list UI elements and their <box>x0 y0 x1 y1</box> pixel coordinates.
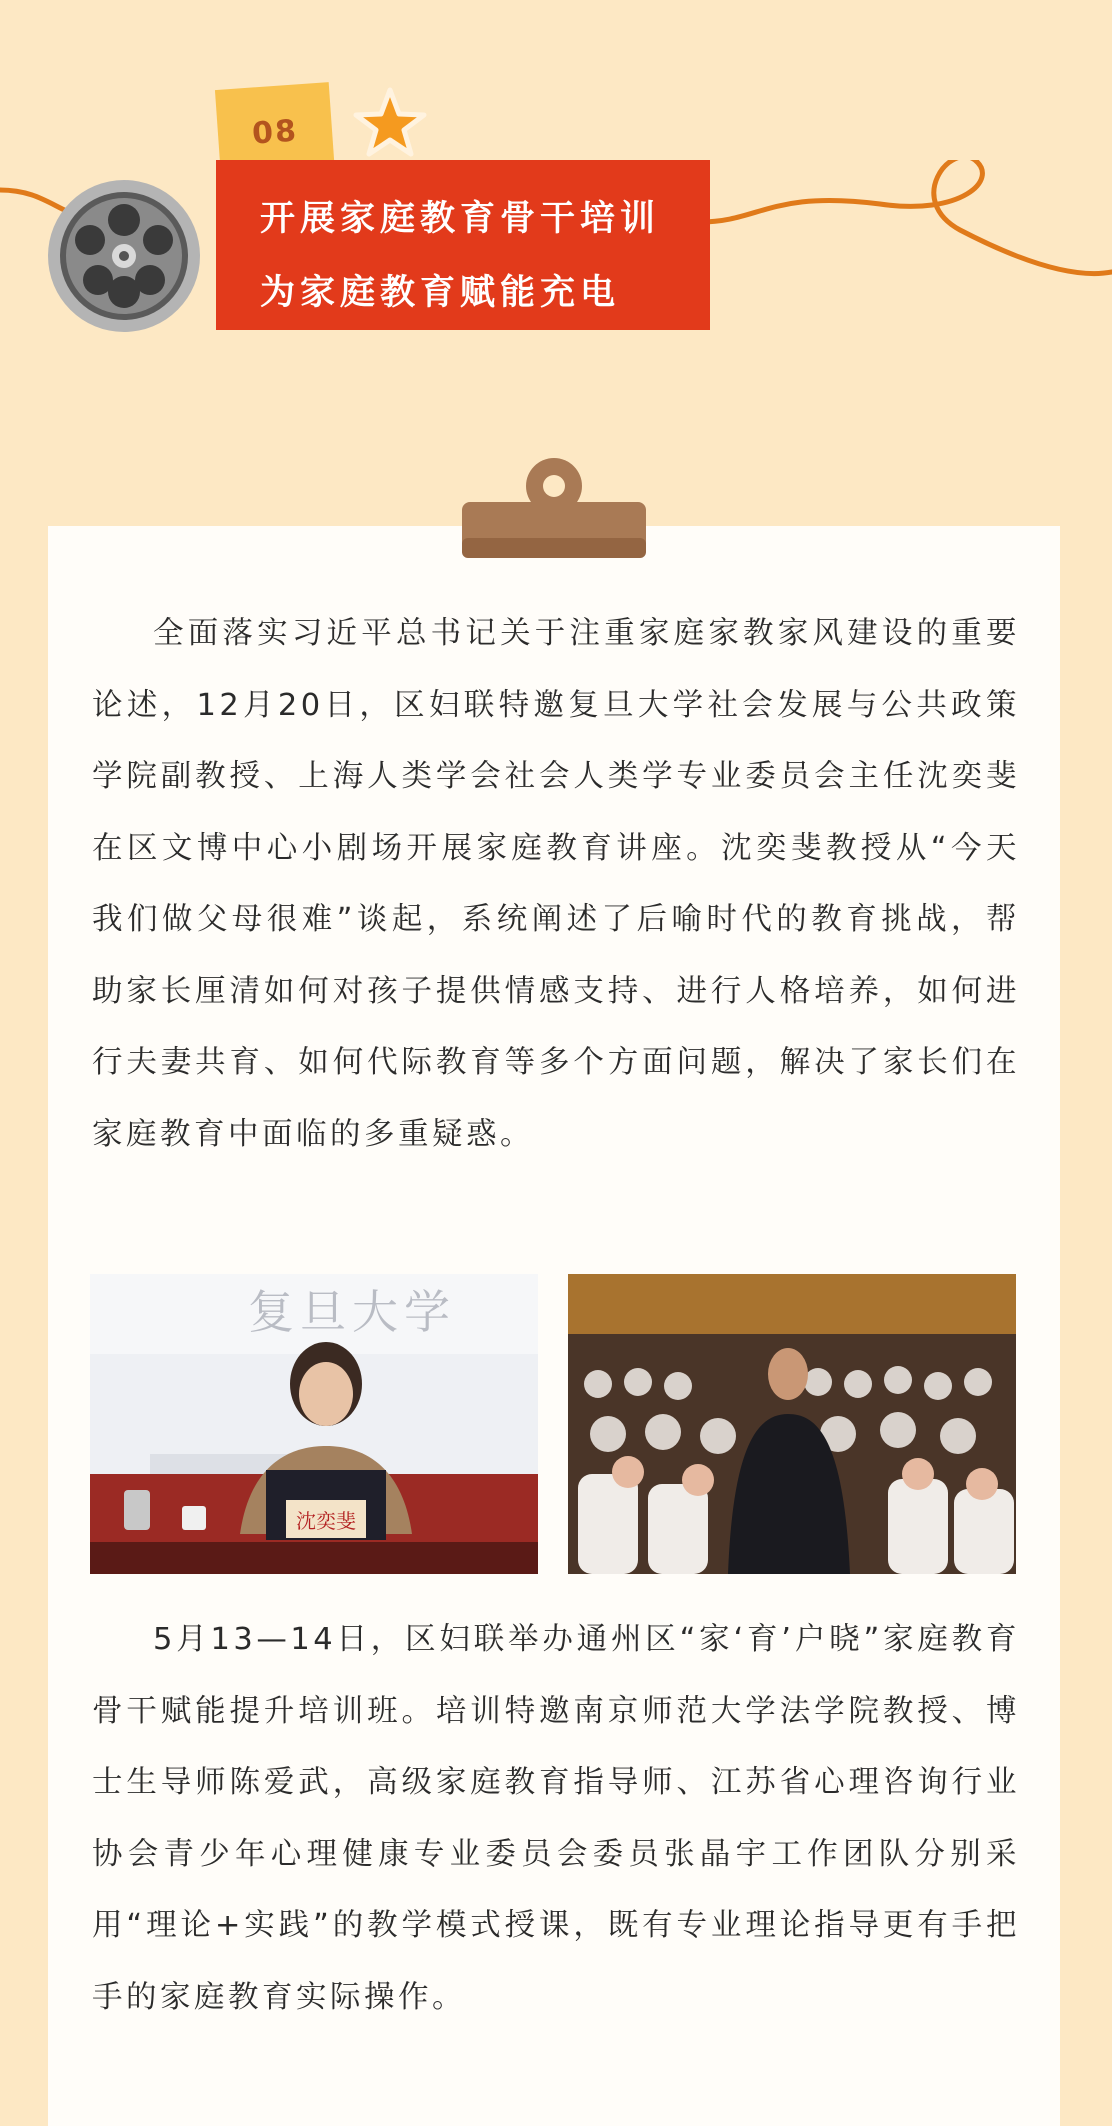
section-number-tag: 08 <box>215 82 335 182</box>
backdrop-text: 复旦大学 <box>248 1285 456 1339</box>
lecture-speaker-photo <box>90 1274 538 1574</box>
section-title-line-2: 为家庭教育赋能充电 <box>260 273 621 313</box>
section-title-box <box>216 160 710 330</box>
film-reel-icon <box>46 178 202 334</box>
article-paragraph-1: 全面落实习近平总书记关于注重家庭家教家风建设的重要论述，12月20日，区妇联特邀复旦大学社会发展与公共政策学院副教授、上海人类学会社会人类学专业委员会主任沈奕斐在区文博中心小剧场开展家庭教育讲座。沈奕斐教授从“今天我们做父母很难”谈起，系统阐述了后喻时代的教育挑战，帮助家长厘清如何对孩子提供情感支持、进行人格培养，如何进行夫妻共育、如何代际教育等多个方面问题，解决了家长们在家庭教育中面临的多重疑惑。 <box>92 616 1020 1152</box>
nameplate-text: 沈奕斐 <box>296 1509 356 1533</box>
star-icon <box>350 84 430 164</box>
clipboard-clip-icon <box>462 454 646 558</box>
section-title-line-1: 开展家庭教育骨干培训 <box>260 199 661 239</box>
article-paragraph-2: 5月13—14日，区妇联举办通州区“家‘育’户晓”家庭教育骨干赋能提升培训班。培训特邀南京师范大学法学院教授、博士生导师陈爱武，高级家庭教育指导师、江苏省心理咨询行业协会青少年心理健康专业委员会委员张晶宇工作团队分别采用“理论+实践”的教学模式授课，既有专业理论指导更有手把手的家庭教育实际操作。 <box>92 1622 1020 2015</box>
audience-photo <box>568 1274 1016 1574</box>
